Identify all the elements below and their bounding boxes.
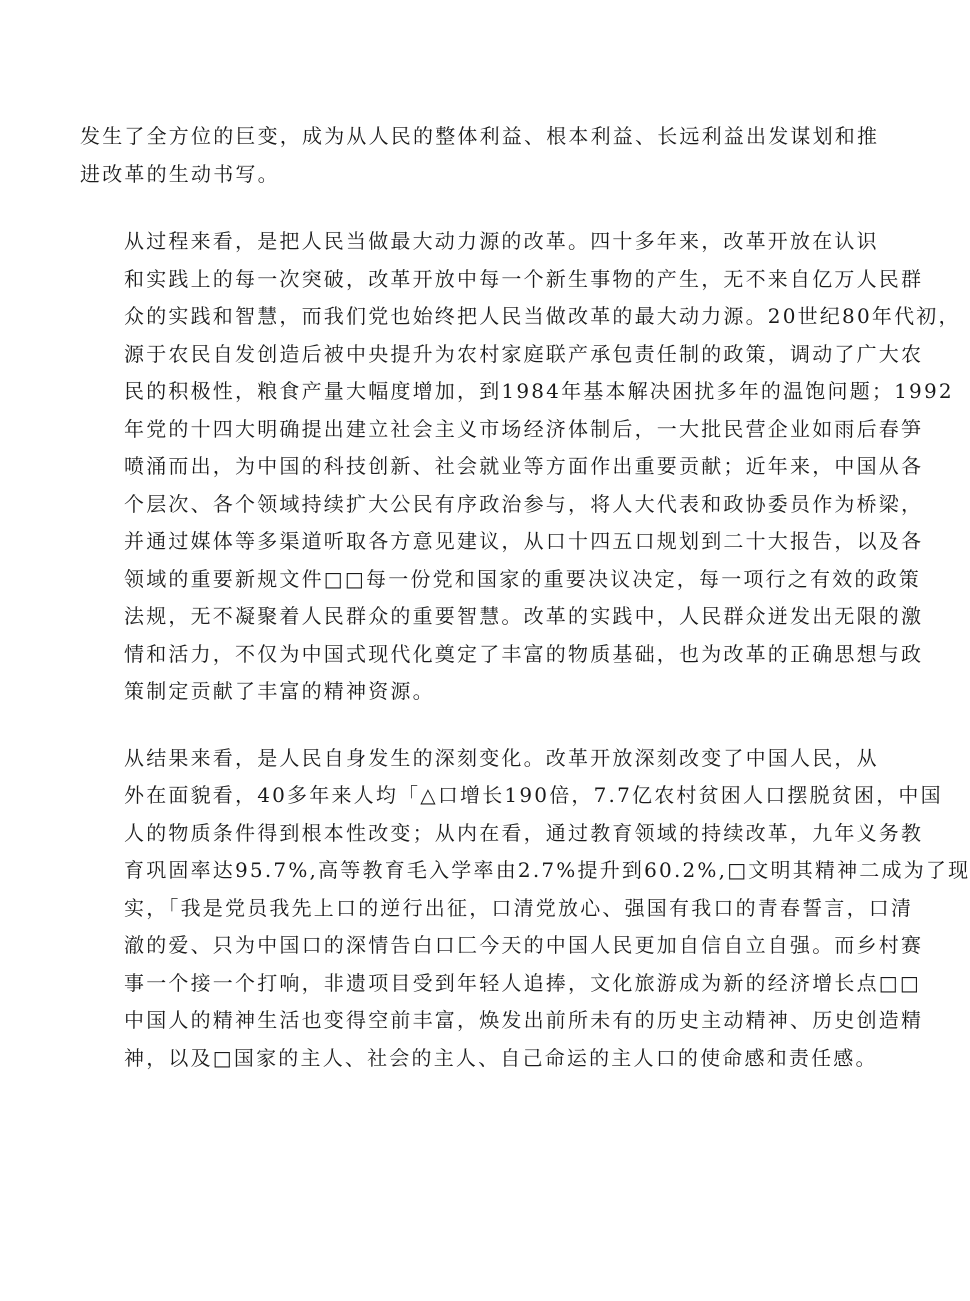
- text-line: 源于农民自发创造后被中央提升为农村家庭联产承包责任制的政策，调动了广大农: [124, 341, 924, 366]
- text-line: 情和活力，不仅为中国式现代化奠定了丰富的物质基础，也为改革的正确思想与政: [124, 641, 924, 666]
- text-line: 个层次、各个领域持续扩大公民有序政治参与，将人大代表和政协委员作为桥梁，: [124, 491, 924, 516]
- paragraph-1: [80, 118, 880, 193]
- text-line: 从过程来看，是把人民当做最大动力源的改革。四十多年来，改革开放在认识: [124, 229, 879, 253]
- text-line: 从结果来看，是人民自身发生的深刻变化。改革开放深刻改变了中国人民，从: [124, 745, 879, 770]
- paragraph-2: [80, 223, 961, 711]
- text-line: 众的实践和智慧，而我们党也始终把人民当做改革的最大动力源。20世纪80年代初，: [124, 304, 961, 328]
- text-line: 人的物质条件得到根本性改变；从内在看，通过教育领域的持续改革，九年义务教: [124, 820, 924, 845]
- text-line: 法规，无不凝聚着人民群众的重要智慧。改革的实践中，人民群众迸发出无限的激: [124, 604, 924, 628]
- text-line: 并通过媒体等多渠道听取各方意见建议，从口十四五口规划到二十大报告，以及各: [124, 529, 924, 553]
- text-line: 年党的十四大明确提出建立社会主义市场经济体制后，一大批民营企业如雨后春笋: [124, 416, 924, 441]
- document-page: [80, 118, 970, 1077]
- text-line: 喷涌而出，为中国的科技创新、社会就业等方面作出重要贡献；近年来，中国从各: [124, 454, 924, 478]
- text-line: 民的积极性，粮食产量大幅度增加，到1984年基本解决困扰多年的温饱问题；1992: [124, 379, 954, 403]
- text-line: 中国人的精神生活也变得空前丰富，焕发出前所未有的历史主动精神、历史创造精: [124, 1008, 924, 1032]
- text-line: 发生了全方位的巨变，成为从人民的整体利益、根本利益、长远利益出发谋划和推: [80, 124, 880, 148]
- text-line: 实，「我是党员我先上口的逆行出征，口清党放心、强国有我口的青春誓言，口清: [124, 895, 914, 920]
- text-line: 和实践上的每一次突破，改革开放中每一个新生事物的产生，无不来自亿万人民群: [124, 266, 924, 291]
- text-line: 神，以及□国家的主人、社会的主人、自己命运的主人口的使命感和责任感。: [124, 1045, 878, 1070]
- text-line: 进改革的生动书写。: [80, 161, 280, 186]
- text-line: 事一个接一个打响，非遗项目受到年轻人追捧，文化旅游成为新的经济增长点□□: [124, 970, 921, 995]
- paragraph-3: [80, 740, 970, 1078]
- text-line: 领域的重要新规文件□□每一份党和国家的重要决议决定，每一项行之有效的政策: [124, 566, 921, 591]
- text-line: 澈的爱、只为中国口的深情告白口匚今天的中国人民更加自信自立自强。而乡村赛: [124, 933, 924, 957]
- text-line: 策制定贡献了丰富的精神资源。: [124, 679, 435, 703]
- text-line: 育巩固率达95.7%,高等教育毛入学率由2.7%提升到60.2%,□文明其精神二成为了现: [124, 858, 970, 882]
- text-line: 外在面貌看，40多年来人均「△口增长190倍，7.7亿农村贫困人口摆脱贫困，中国: [124, 783, 943, 807]
